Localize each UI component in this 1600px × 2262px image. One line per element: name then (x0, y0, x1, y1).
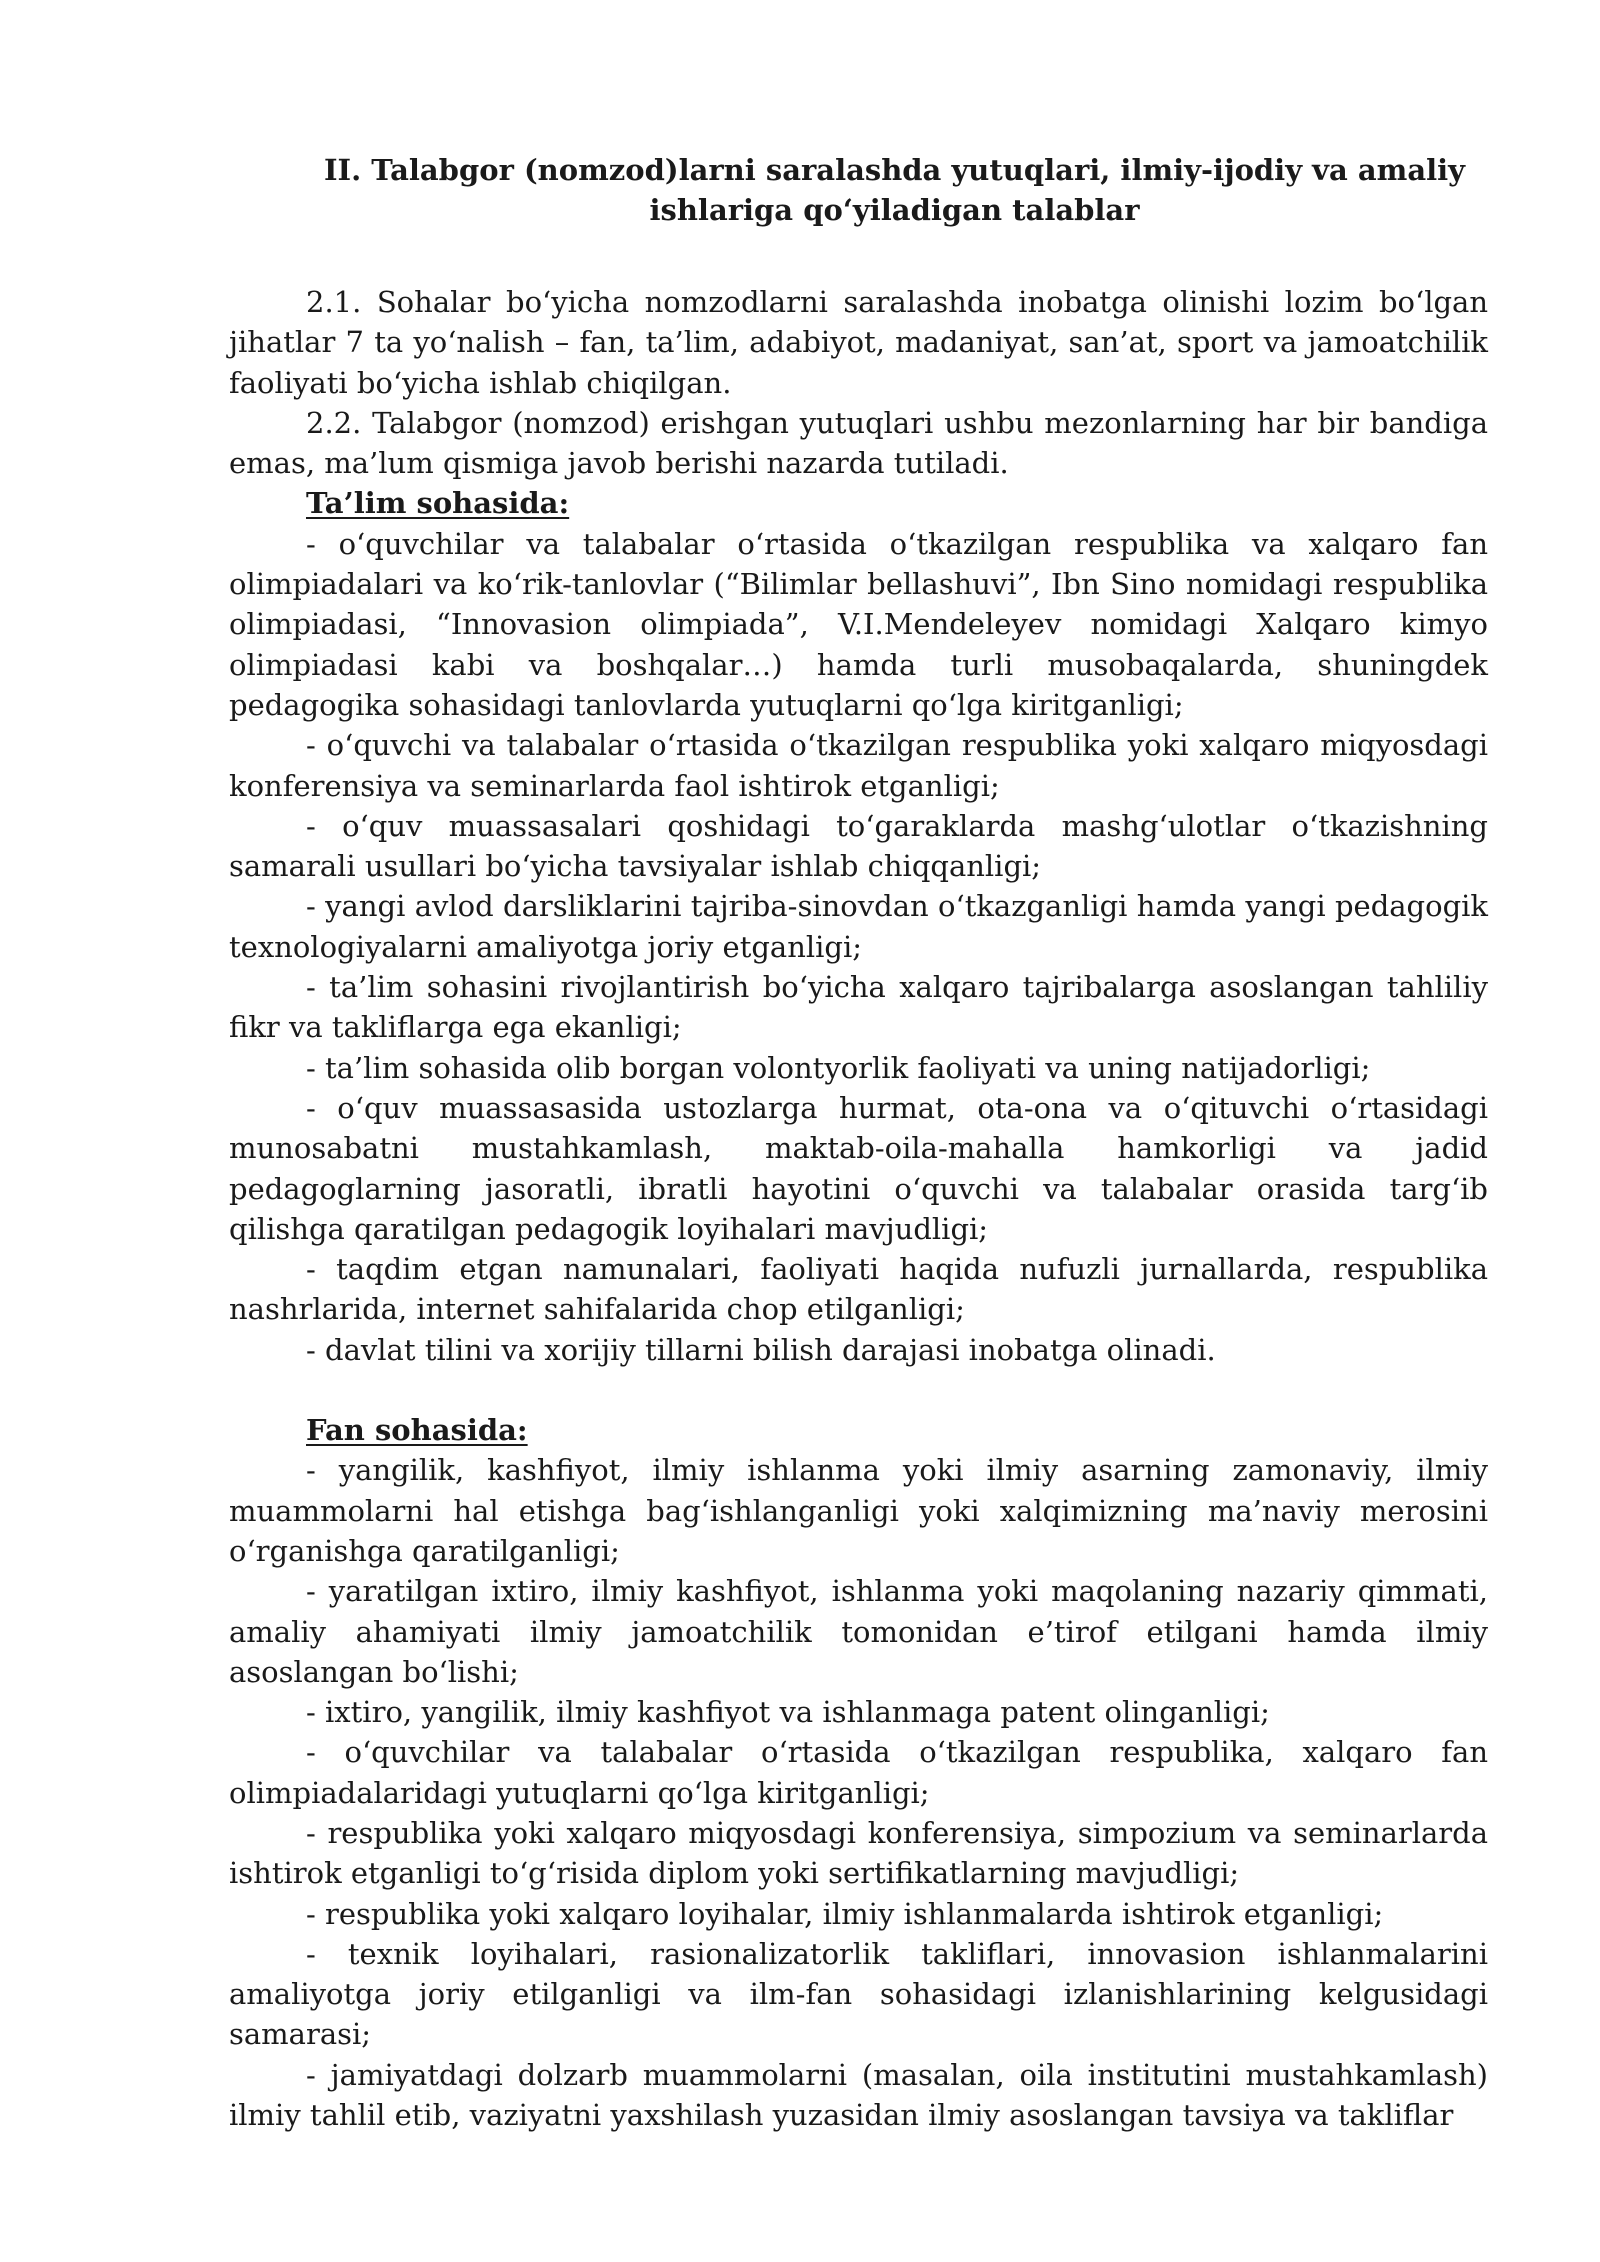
section-heading-line-2: ishlariga qo‘yiladigan talablar (649, 193, 1140, 227)
fan-item: - texnik loyihalari, rasionalizatorlik takliflari, innovasion ishlanmalarini amaliyotga joriy etilganligi va ilm-fan sohasidagi izlanishlarining kelgusidagi samarasi; (229, 1936, 1488, 2052)
fan-item: - respublika yoki xalqaro loyihalar, ilmiy ishlanmalarda ishtirok etganligi; (306, 1896, 1384, 1931)
section-spacer (229, 1370, 1488, 1410)
talim-item: - o‘quvchi va talabalar o‘rtasida o‘tkazilgan respublika yoki xalqaro miqyosdagi konferensiya va seminarlarda faol ishtirok etganligi; (229, 728, 1488, 803)
section-heading-line-1: II. Talabgor (nomzod)larni saralashda yutuqlari, ilmiy-ijodiy va amaliy (323, 153, 1466, 187)
talim-item: - ta’lim sohasida olib borgan volontyorlik faoliyati va uning natijadorligi; (306, 1050, 1371, 1085)
intro-paragraph-2-2: 2.2. Talabgor (nomzod) erishgan yutuqlari ushbu mezonlarning har bir bandiga emas, ma’lum qismiga javob berishi nazarda tutiladi. (229, 405, 1488, 481)
fan-item: - respublika yoki xalqaro miqyosdagi konferensiya, simpozium va seminarlarda ishtirok etganligi to‘g‘risida diplom yoki sertifikatlarning mavjudligi; (229, 1815, 1488, 1891)
talim-section-title: Ta’lim sohasida: (306, 486, 570, 521)
intro-paragraph-2-1: 2.1. Sohalar bo‘yicha nomzodlarni saralashda inobatga olinishi lozim bo‘lgan jihatlar 7 ta yo‘nalish – fan, ta’lim, adabiyot, madaniyat, san’at, sport va jamoatchilik faoliyati bo‘yicha ishlab chiqilgan. (229, 285, 1488, 400)
talim-item: - ta’lim sohasini rivojlantirish bo‘yicha xalqaro tajribalarga asoslangan tahliliy fikr va takliflarga ega ekanligi; (229, 970, 1488, 1045)
fan-item: - yangilik, kashfiyot, ilmiy ishlanma yoki ilmiy asarning zamonaviy, ilmiy muammolarni hal etishga bag‘ishlanganligi yoki xalqimizning ma’naviy merosini o‘rganishga qaratilganligi; (229, 1453, 1488, 1568)
fan-item: - o‘quvchilar va talabalar o‘rtasida o‘tkazilgan respublika, xalqaro fan olimpiadalaridagi yutuqlarni qo‘lga kiritganligi; (229, 1735, 1488, 1810)
talim-item: - o‘quvchilar va talabalar o‘rtasida o‘tkazilgan respublika va xalqaro fan olimpiadalari va ko‘rik-tanlovlar (“Bilimlar bellashuvi”, Ibn Sino nomidagi respublika olimpiadasi, “Innovasion olimpiada”, V.I.Mendeleyev nomidagi Xalqaro kimyo olimpiadasi kabi va boshqalar…) hamda turli musobaqalarda, shuningdek pedagogika sohasidagi tanlovlarda yutuqlarni qo‘lga kiritganligi; (229, 526, 1488, 722)
document-page (229, 150, 1488, 2135)
talim-item: - yangi avlod darsliklarini tajriba-sinovdan o‘tkazganligi hamda yangi pedagogik texnologiyalarni amaliyotga joriy etganligi; (229, 889, 1488, 964)
talim-item: - davlat tilini va xorijiy tillarni bilish darajasi inobatga olinadi. (306, 1332, 1216, 1367)
talim-item: - o‘quv muassasalari qoshidagi to‘garaklarda mashg‘ulotlar o‘tkazishning samarali usullari bo‘yicha tavsiyalar ishlab chiqqanligi; (229, 808, 1488, 884)
fan-section-title: Fan sohasida: (306, 1413, 528, 1448)
fan-item: - jamiyatdagi dolzarb muammolarni (masalan, oila institutini mustahkamlash) ilmiy tahlil etib, vaziyatni yaxshilash yuzasidan ilmiy asoslangan tavsiya va takliflar (229, 2057, 1488, 2133)
fan-item: - yaratilgan ixtiro, ilmiy kashfiyot, ishlanma yoki maqolaning nazariy qimmati, amaliy ahamiyati ilmiy jamoatchilik tomonidan e’tirof etilgani hamda ilmiy asoslangan bo‘lishi; (229, 1574, 1488, 1689)
talim-item: - o‘quv muassasasida ustozlarga hurmat, ota-ona va o‘qituvchi o‘rtasidagi munosabatni mustahkamlash, maktab-oila-mahalla hamkorligi va jadid pedagoglarning jasoratli, ibratli hayotini o‘quvchi va talabalar orasida targ‘ib qilishga qaratilgan pedagogik loyihalari mavjudligi; (229, 1090, 1488, 1246)
talim-item: - taqdim etgan namunalari, faoliyati haqida nufuzli jurnallarda, respublika nashrlarida, internet sahifalarida chop etilganligi; (229, 1252, 1488, 1327)
section-heading (301, 150, 1488, 230)
fan-item: - ixtiro, yangilik, ilmiy kashfiyot va ishlanmaga patent olinganligi; (306, 1695, 1270, 1730)
